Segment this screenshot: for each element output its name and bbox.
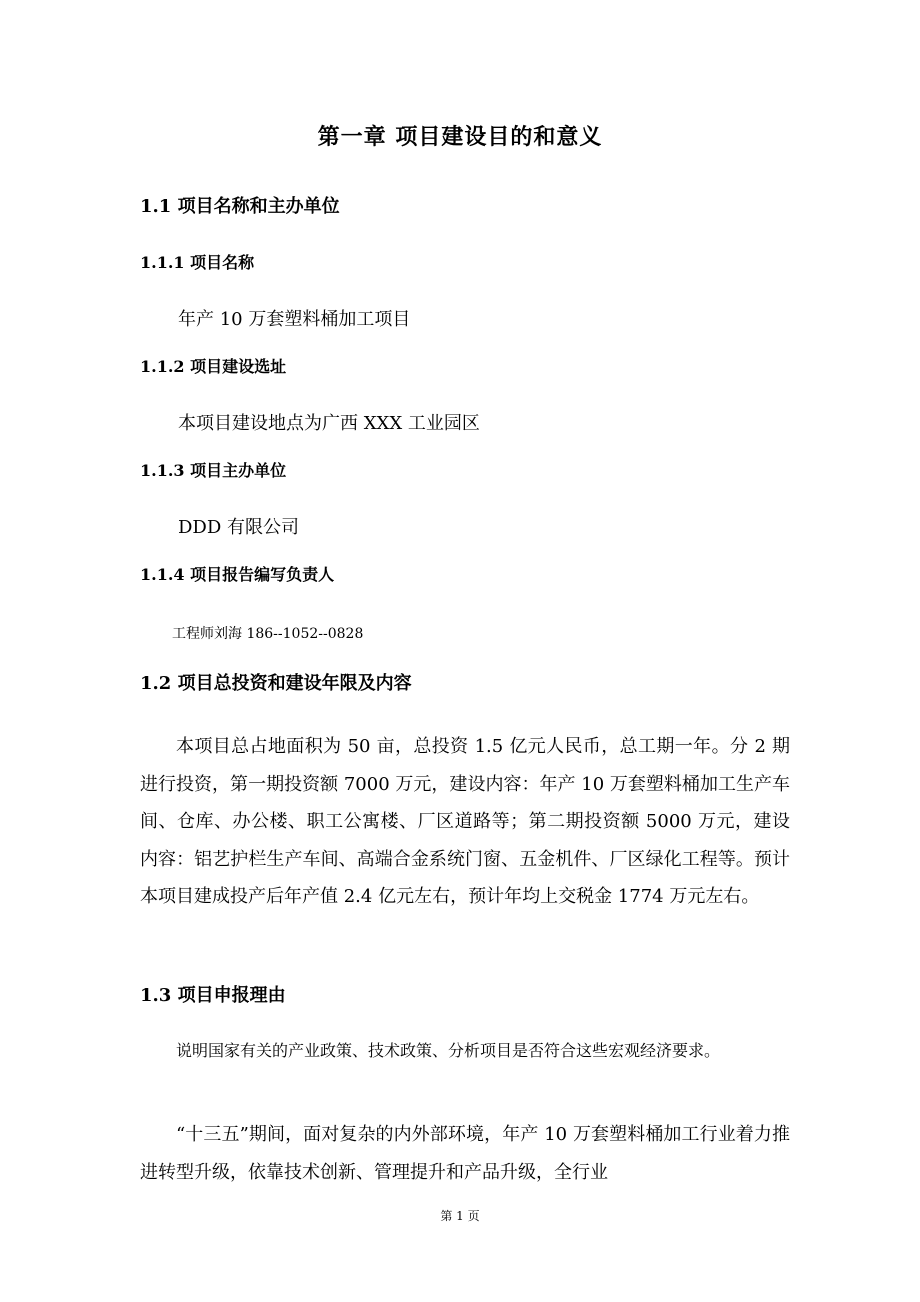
investment-paragraph: 本项目总占地面积为 50 亩，总投资 1.5 亿元人民币，总工期一年。分 2 期进行投资，第一期投资额 7000 万元，建设内容：年产 10 万套塑料桶加工生产车间、仓库、办公楼、职工公寓楼、厂区道路等；第二期投资额 5000 万元，建设内容：铝艺护栏生产车间、高端合金系统门窗、五金机件、厂区绿化工程等。预计本项目建成投产后年产值 2.4 亿元左右，预计年均上交税金 1774 万元左右。 — [140, 736, 790, 907]
project-name-text: 年产 10 万套塑料桶加工项目 — [178, 309, 411, 330]
section-heading-1-1-3: 1.1.3 项目主办单位 — [140, 461, 287, 480]
application-reason-paragraph-2: “十三五”期间，面对复杂的内外部环境，年产 10 万套塑料桶加工行业着力推进转型升级，依靠技术创新、管理提升和产品升级，全行业 — [140, 1124, 790, 1183]
application-reason-paragraph-1: 说明国家有关的产业政策、技术政策、分析项目是否符合这些宏观经济要求。 — [176, 1041, 721, 1060]
report-author-text: 工程师刘海 186--1052--0828 — [172, 626, 364, 642]
page-number: 第 1 页 — [440, 1209, 480, 1223]
project-sponsor-text: DDD 有限公司 — [178, 517, 300, 538]
section-heading-1-1-2: 1.1.2 项目建设选址 — [140, 357, 287, 376]
section-heading-1-1-4: 1.1.4 项目报告编写负责人 — [140, 565, 335, 584]
section-heading-1-3: 1.3 项目申报理由 — [140, 985, 286, 1006]
project-location-text: 本项目建设地点为广西 XXX 工业园区 — [178, 413, 480, 434]
section-heading-1-2: 1.2 项目总投资和建设年限及内容 — [140, 673, 412, 694]
section-heading-1-1: 1.1 项目名称和主办单位 — [140, 196, 340, 217]
chapter-title: 第一章 项目建设目的和意义 — [317, 124, 603, 150]
section-heading-1-1-1: 1.1.1 项目名称 — [140, 253, 255, 272]
